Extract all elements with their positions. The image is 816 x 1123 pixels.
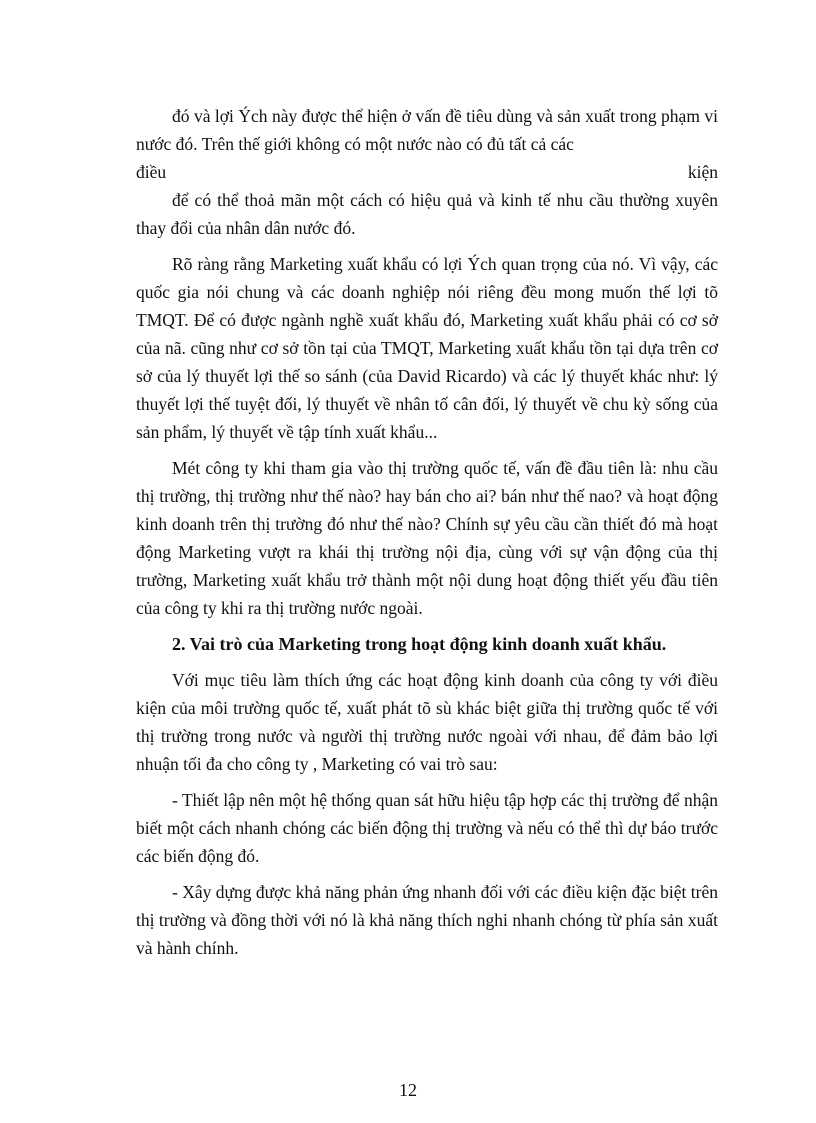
page-number: 12: [399, 1080, 417, 1100]
paragraph-3: Mét công ty khi tham gia vào thị trường quốc tế, vấn đề đầu tiên là: nhu cầu thị trường, thị trường như thế nào? hay bán cho ai? bán như thế nao? và hoạt động kinh doanh trên thị trường đó như thế nào? Chính sự yêu cầu cần thiết đó mà hoạt động Marketing vượt ra khái thị trường nội địa, cùng với sự vận động của thị trường, Marketing xuất khẩu trở thành một nội dung hoạt động thiết yếu đầu tiên của công ty khi ra thị trường nước ngoài.: [136, 458, 718, 618]
paragraph-2: Rõ ràng rằng Marketing xuất khẩu có lợi Ých quan trọng của nó. Vì vậy, các quốc gia nói chung và các doanh nghiệp nói riêng đều mong muốn thế lợi tõ TMQT. Để có được ngành nghề xuất khẩu đó, Marketing xuất khẩu phải có cơ sở của nã. cũng như cơ sở tồn tại của TMQT, Marketing xuất khẩu tồn tại dựa trên cơ sở của lý thuyết lợi thế so sánh (của David Ricardo) và các lý thuyết khác như: lý thuyết lợi thế tuyệt đối, lý thuyết về nhân tố cân đối, lý thuyết về chu kỳ sống của sản phẩm, lý thuyết về tập tính xuất khẩu...: [136, 254, 718, 442]
document-page: [136, 102, 718, 970]
paragraph-1-split-line: [136, 158, 718, 186]
paragraph-4: Với mục tiêu làm thích ứng các hoạt động kinh doanh của công ty với điều kiện của môi trường quốc tế, xuất phát tõ sù khác biệt giữa thị trường quốc tế với thị trường trong nước và người thị trường nước ngoài với nhau, để đảm bảo lợi nhuận tối đa cho công ty , Marketing có vai trò sau:: [136, 670, 718, 774]
split-word-left: điều: [136, 162, 167, 182]
section-heading: 2. Vai trò của Marketing trong hoạt động kinh doanh xuất khẩu.: [172, 634, 667, 654]
split-word-right: kiện: [687, 162, 718, 182]
paragraph-5: - Thiết lập nên một hệ thống quan sát hữu hiệu tập hợp các thị trường để nhận biết một cách nhanh chóng các biến động thị trường và nếu có thể thì dự báo trước các biến động đó.: [136, 790, 718, 866]
paragraph-6: - Xây dựng được khả năng phản ứng nhanh đối với các điều kiện đặc biệt trên thị trường và đồng thời với nó là khả năng thích nghi nhanh chóng từ phía sản xuất và hành chính.: [136, 882, 718, 958]
paragraph-1-continuation: để có thể thoả mãn một cách có hiệu quả và kinh tế nhu cầu thường xuyên thay đổi của nhân dân nước đó.: [136, 190, 718, 238]
paragraph-1-start: đó và lợi Ých này được thể hiện ở vấn đề tiêu dùng và sản xuất trong phạm vi nước đó. Trên thế giới không có một nước nào có đủ tất cả các: [136, 106, 718, 154]
